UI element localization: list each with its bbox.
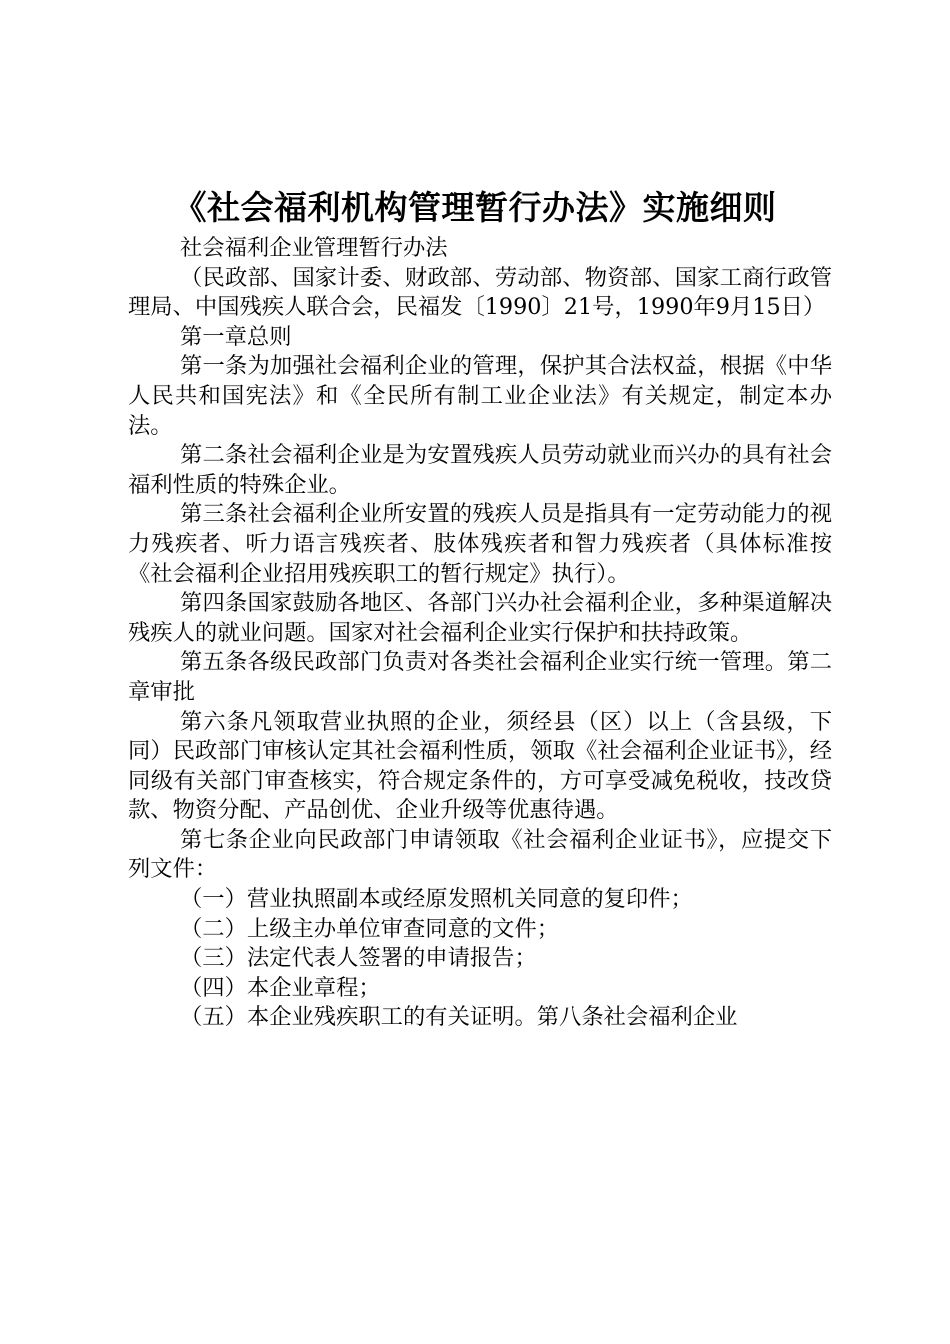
paragraph-issuing-info: （民政部、国家计委、财政部、劳动部、物资部、国家工商行政管理局、中国残疾人联合会，民福发〔1990〕21号，1990年9月15日） xyxy=(128,264,832,321)
list-item-1: （一）营业执照副本或经原发照机关同意的复印件； xyxy=(180,886,693,913)
paragraph-chapter-1-heading: 第一章总则 xyxy=(180,323,292,350)
paragraph-article-7: 第七条企业向民政部门申请领取《社会福利企业证书》，应提交下列文件： xyxy=(128,826,832,883)
paragraph-article-1: 第一条为加强社会福利企业的管理，保护其合法权益，根据《中华人民共和国宪法》和《全民所有制工业企业法》有关规定，制定本办法。 xyxy=(128,353,832,439)
list-item-3: （三）法定代表人签署的申请报告； xyxy=(180,945,537,972)
paragraph-article-3: 第三条社会福利企业所安置的残疾人员是指具有一定劳动能力的视力残疾者、听力语言残疾者、肢体残疾者和智力残疾者（具体标准按《社会福利企业招用残疾职工的暂行规定》执行）。 xyxy=(128,501,832,587)
list-item-4: （四）本企业章程； xyxy=(180,974,381,1001)
paragraph-article-2: 第二条社会福利企业是为安置残疾人员劳动就业而兴办的具有社会福利性质的特殊企业。 xyxy=(128,442,832,498)
paragraph-article-5: 第五条各级民政部门负责对各类社会福利企业实行统一管理。第二章审批 xyxy=(128,649,832,705)
list-item-2: （二）上级主办单位审查同意的文件； xyxy=(180,915,560,942)
list-item-5: （五）本企业残疾职工的有关证明。第八条社会福利企业 xyxy=(180,1004,738,1031)
document-title: 《社会福利机构管理暂行办法》实施细则 xyxy=(173,188,777,227)
paragraph-article-6: 第六条凡领取营业执照的企业，须经县（区）以上（含县级，下同）民政部门审核认定其社会福利性质，领取《社会福利企业证书》，经同级有关部门审查核实，符合规定条件的，方可享受减免税收，技改贷款、物资分配、产品创优、企业升级等优惠待遇。 xyxy=(128,708,832,824)
paragraph-subtitle: 社会福利企业管理暂行办法 xyxy=(180,235,448,261)
document-body xyxy=(128,234,832,1033)
paragraph-article-4: 第四条国家鼓励各地区、各部门兴办社会福利企业，多种渠道解决残疾人的就业问题。国家对社会福利企业实行保护和扶持政策。 xyxy=(128,590,832,646)
